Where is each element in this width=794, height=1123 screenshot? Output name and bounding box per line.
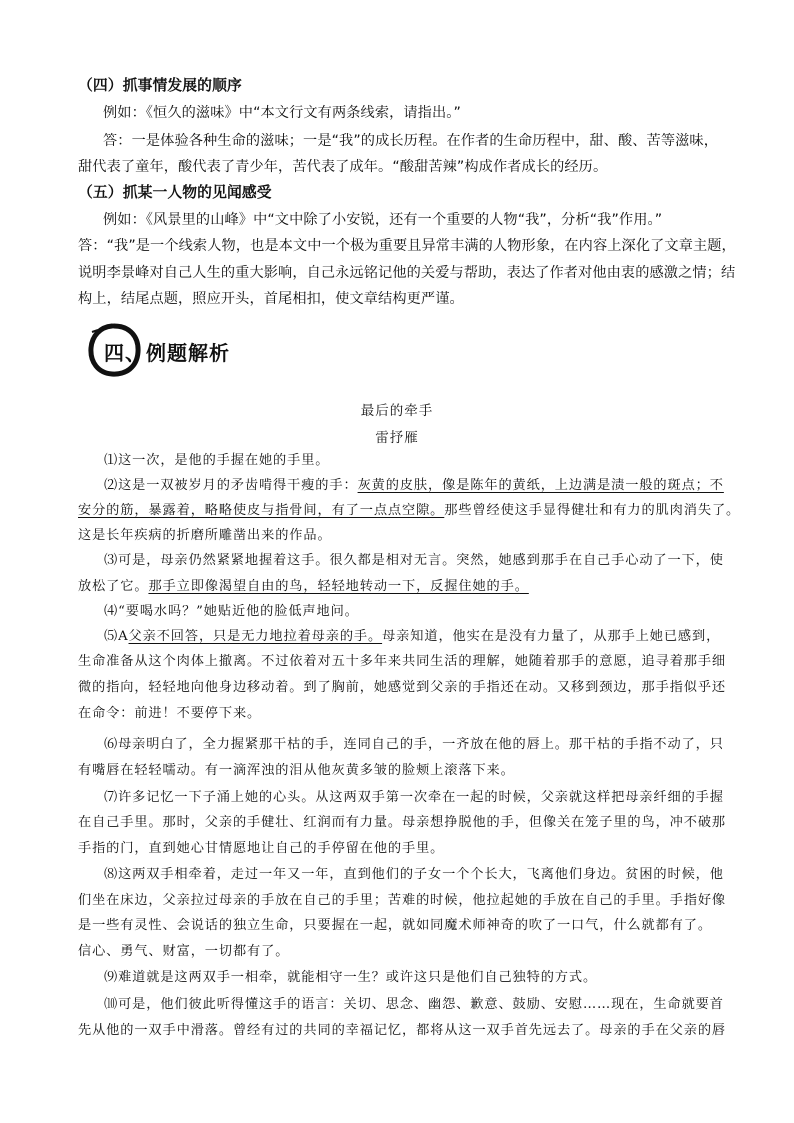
paragraph-4: ⑷“要喝水吗？”她贴近他的脸低声地问。 <box>104 604 359 619</box>
paragraph-10-line2: 先从他的一双手中滑落。曾经有过的共同的幸福记忆，都将从这一双手首先远去了。母亲的手在父亲的唇 <box>78 1023 727 1038</box>
section-heading-4: （四）抓事情发展的顺序 <box>78 77 242 94</box>
paragraph-5-line1 <box>104 627 720 647</box>
paragraph-3-line2 <box>78 577 529 597</box>
p3-text: 放松了它。 <box>78 579 149 594</box>
section-badge-title: 四、例题解析 <box>104 341 230 365</box>
p2-text-b: 那些曾经使这手显得健壮和有力的肌肉消失了。 <box>444 503 741 518</box>
article-author: 雷抒雁 <box>375 430 419 446</box>
p3-underline: 那手立即像渴望自由的鸟，轻轻地转动一下，反握住她的手。 <box>148 579 529 594</box>
section-heading-5: （五）抓某一人物的见闻感受 <box>78 184 272 201</box>
paragraph-2-line2 <box>78 501 740 521</box>
section5-example: 例如：《风景里的山峰》中“文中除了小安锐，还有一个重要的人物“我”，分析“我”作用。” <box>103 212 663 228</box>
paragraph-3-line1: ⑶可是，母亲仍然紧紧地握着这手。很久都是相对无言。突然，她感到那手在自己手心动了一下，使 <box>104 553 724 568</box>
paragraph-6-line2: 有嘴唇在轻轻嚅动。有一滴浑浊的泪从他灰黄多皱的脸颊上滚落下来。 <box>78 763 515 778</box>
section5-answer-line1: 答：“我”是一个线索人物，也是本文中一个极为重要且异常丰满的人物形象，在内容上深化了文章主题， <box>78 238 736 254</box>
paragraph-5-line4: 在命令：前进！不要停下来。 <box>78 706 262 721</box>
section5-answer-line3: 构上，结尾点题，照应开头，首尾相扣，使文章结构更严谨。 <box>78 291 464 307</box>
paragraph-8-line2: 们坐在床边，父亲拉过母亲的手放在自己的手里；苦难的时候，他拉起她的手放在自己的手里。手指好像 <box>78 893 727 908</box>
p2-underline-a: 灰黄的皮肤，像是陈年的黄纸，上边满是渍一般的斑点；不 <box>357 478 724 493</box>
paragraph-1: ⑴这一次，是他的手握在她的手里。 <box>104 453 330 468</box>
section5-answer-line2: 说明李景峰对自己人生的重大影响，自己永远铭记他的关爱与帮助，表达了作者对他由衷的感激之情；结 <box>78 265 736 281</box>
paragraph-6-line1: ⑹母亲明白了，全力握紧那干枯的手，连同自己的手，一齐放在他的唇上。那干枯的手指不动了，只 <box>104 737 724 752</box>
paragraph-7-line3: 手指的门，直到她心甘情愿地让自己的手停留在他的手里。 <box>78 841 445 856</box>
paragraph-8-line1: ⑻这两双手相牵着，走过一年又一年，直到他们的子女一个个长大，飞离他们身边。贫困的时候，他 <box>104 867 724 882</box>
section4-answer-line1: 答：一是体验各种生命的滋味；一是“我”的成长历程。在作者的生命历程中，甜、酸、苦等滋味， <box>103 133 718 149</box>
section4-example: 例如：《恒久的滋味》中“本文行文有两条线索，请指出。” <box>103 105 461 121</box>
paragraph-8-line4: 信心、勇气、财富，一切都有了。 <box>78 944 290 959</box>
paragraph-7-line2: 在自己手里。那时，父亲的手健壮、红润而有力量。母亲想挣脱他的手，但像关在笼子里的鸟，冲不破那 <box>78 815 727 830</box>
paragraph-2-line1 <box>104 476 724 496</box>
paragraph-2-line3: 这是长年疾病的折磨所雕凿出来的作品。 <box>78 528 332 543</box>
p5-text: 母亲知道，他实在是没有力量了，从那手上她已感到， <box>382 629 721 644</box>
article-title: 最后的牵手 <box>360 403 434 419</box>
p5-underline: 父亲不回答，只是无力地拉着母亲的手。 <box>128 629 383 644</box>
section4-answer-line2: 甜代表了童年，酸代表了青少年，苦代表了成年。“酸甜苦辣”构成作者成长的经历。 <box>78 159 608 175</box>
paragraph-9: ⑼难道就是这两双手一相牵，就能相守一生？或许这只是他们自己独特的方式。 <box>104 970 598 985</box>
p5-marker: ⑸A <box>104 629 129 644</box>
paragraph-5-line3: 微的指向，轻轻地向他身边移动着。到了胸前，她感觉到父亲的手指还在动。又移到颈边，那手指似乎还 <box>78 680 727 695</box>
paragraph-8-line3: 是一些有灵性、会说话的独立生命，只要握在一起，就如同魔术师神奇的吹了一口气，什么就都有了。 <box>78 918 712 933</box>
paragraph-7-line1: ⑺许多记忆一下子涌上她的心头。从这两双手第一次牵在一起的时候，父亲就这样把母亲纤细的手握 <box>104 790 724 805</box>
paragraph-10-line1: ⑽可是，他们彼此听得懂这手的语言：关切、思念、幽怨、歉意、鼓励、安慰……现在，生命就要首 <box>104 997 724 1012</box>
p2-underline-b: 安分的筋，暴露着，略略使皮与指骨间，有了一点点空隙。 <box>78 503 445 518</box>
paragraph-5-line2: 生命准备从这个肉体上撤离。不过依着对五十多年来共同生活的理解，她随着那手的意愿，追寻着那手细 <box>78 654 727 669</box>
p2-text: ⑵这是一双被岁月的矛齿啃得干瘦的手： <box>104 478 358 493</box>
